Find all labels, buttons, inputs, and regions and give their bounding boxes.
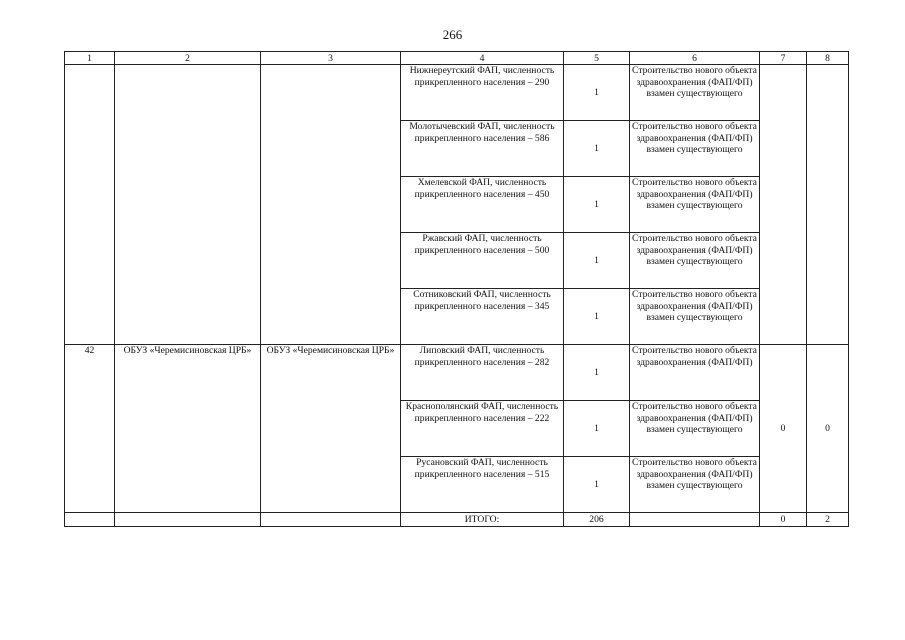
object-cell: Краснополянский ФАП, численность прикрепленного населения – 222: [401, 401, 564, 457]
cell-empty: [261, 513, 401, 527]
cell-empty: [65, 513, 115, 527]
action-cell: Строительство нового объекта здравоохранения (ФАП/ФП): [630, 345, 760, 401]
header-row: [65, 52, 849, 65]
object-cell: Молотычевский ФАП, численность прикрепленного населения – 586: [401, 121, 564, 177]
action-cell: Строительство нового объекта здравоохранения (ФАП/ФП) взамен существующего: [630, 65, 760, 121]
row-number-cell: 42: [65, 345, 115, 513]
cell-empty: [115, 513, 261, 527]
action-cell: Строительство нового объекта здравоохранения (ФАП/ФП) взамен существующего: [630, 289, 760, 345]
object-cell: Нижнереутский ФАП, численность прикрепленного населения – 290: [401, 65, 564, 121]
cell-empty: [807, 65, 849, 345]
col7-cell: 0: [760, 345, 807, 513]
quantity-cell: 1: [564, 121, 630, 177]
action-cell: Строительство нового объекта здравоохранения (ФАП/ФП) взамен существующего: [630, 121, 760, 177]
organization-cell: ОБУЗ «Черемисиновская ЦРБ»: [261, 345, 401, 513]
col8-cell: 0: [807, 345, 849, 513]
quantity-cell: 1: [564, 401, 630, 457]
object-cell: Русановский ФАП, численность прикрепленного населения – 515: [401, 457, 564, 513]
cell-empty: [760, 65, 807, 345]
total-row: [65, 513, 849, 527]
total-col7: 0: [760, 513, 807, 527]
page-number: 266: [442, 27, 463, 42]
cell-empty: [65, 65, 115, 345]
action-cell: Строительство нового объекта здравоохранения (ФАП/ФП) взамен существующего: [630, 177, 760, 233]
quantity-cell: 1: [564, 345, 630, 401]
column-header: 5: [564, 52, 630, 65]
quantity-cell: 1: [564, 457, 630, 513]
object-cell: Липовский ФАП, численность прикрепленного населения – 282: [401, 345, 564, 401]
quantity-cell: 1: [564, 177, 630, 233]
quantity-cell: 1: [564, 289, 630, 345]
action-cell: Строительство нового объекта здравоохранения (ФАП/ФП) взамен существующего: [630, 401, 760, 457]
organization-cell: ОБУЗ «Черемисиновская ЦРБ»: [115, 345, 261, 513]
column-header: 3: [261, 52, 401, 65]
column-header: 4: [401, 52, 564, 65]
action-cell: Строительство нового объекта здравоохранения (ФАП/ФП) взамен существующего: [630, 233, 760, 289]
object-cell: Ржавский ФАП, численность прикрепленного населения – 500: [401, 233, 564, 289]
column-header: 6: [630, 52, 760, 65]
object-cell: Сотниковский ФАП, численность прикрепленного населения – 345: [401, 289, 564, 345]
object-cell: Хмелевской ФАП, численность прикрепленного населения – 450: [401, 177, 564, 233]
table-row: [65, 345, 849, 401]
column-header: 8: [807, 52, 849, 65]
quantity-cell: 1: [564, 65, 630, 121]
cell-empty: [261, 65, 401, 345]
quantity-cell: 1: [564, 233, 630, 289]
facilities-table: [64, 51, 849, 527]
action-cell: Строительство нового объекта здравоохранения (ФАП/ФП) взамен существующего: [630, 457, 760, 513]
total-col8: 2: [807, 513, 849, 527]
column-header: 7: [760, 52, 807, 65]
cell-empty: [115, 65, 261, 345]
total-label: ИТОГО:: [401, 513, 564, 527]
table-row: [65, 65, 849, 121]
column-header: 2: [115, 52, 261, 65]
cell-empty: [630, 513, 760, 527]
total-col5: 206: [564, 513, 630, 527]
column-header: 1: [65, 52, 115, 65]
